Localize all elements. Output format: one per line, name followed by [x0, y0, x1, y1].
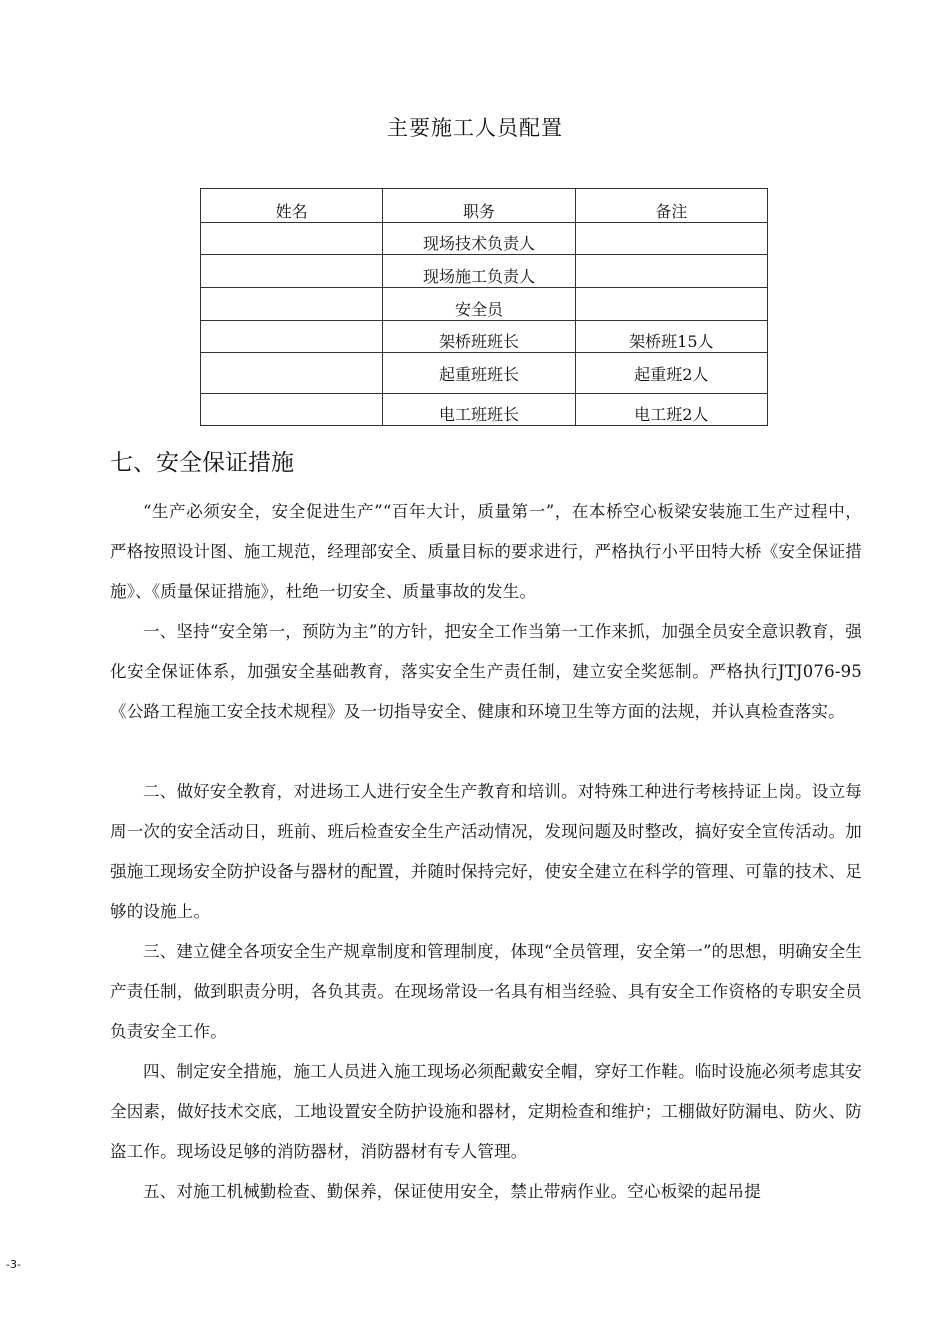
cell-name	[201, 394, 383, 426]
cell-role: 现场技术负责人	[383, 223, 575, 255]
table-header-row	[201, 189, 768, 223]
cell-note	[575, 288, 767, 321]
paragraph-3: 三、建立健全各项安全生产规章制度和管理制度，体现“全员管理，安全第一”的思想，明确安全生产责任制，做到职责分明，各负其责。在现场常设一名具有相当经验、具有安全工作资格的专职安全员负责安全工作。	[110, 942, 862, 1041]
paragraph-4: 四、制定安全措施，施工人员进入施工现场必须配戴安全帽，穿好工作鞋。临时设施必须考虑其安全因素，做好技术交底，工地设置安全防护设施和器材，定期检查和维护；工棚做好防漏电、防火、防盗工作。现场设足够的消防器材，消防器材有专人管理。	[110, 1062, 862, 1161]
table-row	[201, 223, 768, 255]
cell-role: 架桥班班长	[383, 321, 575, 353]
table-row	[201, 353, 768, 394]
staff-table	[200, 188, 768, 426]
table-title: 主要施工人员配置	[387, 116, 563, 140]
cell-note	[575, 223, 767, 255]
cell-note: 架桥班15人	[575, 321, 767, 353]
cell-note: 起重班2人	[575, 353, 767, 394]
page-number: -3-	[6, 1258, 21, 1271]
cell-name	[201, 353, 383, 394]
paragraph-intro: “生产必须安全，安全促进生产”“百年大计，质量第一”，在本桥空心板梁安装施工生产过程中，严格按照设计图、施工规范，经理部安全、质量目标的要求进行，严格执行小平田特大桥《安全保证措施》、《质量保证措施》，杜绝一切安全、质量事故的发生。	[110, 502, 862, 601]
cell-note	[575, 255, 767, 288]
cell-name	[201, 255, 383, 288]
table-row	[201, 394, 768, 426]
cell-name	[201, 321, 383, 353]
section-heading: 七、安全保证措施	[110, 450, 294, 476]
cell-name	[201, 223, 383, 255]
table-row	[201, 321, 768, 353]
cell-role: 电工班班长	[383, 394, 575, 426]
cell-role: 安全员	[383, 288, 575, 321]
header-name: 姓名	[201, 189, 383, 223]
header-role: 职务	[383, 189, 575, 223]
cell-role: 起重班班长	[383, 353, 575, 394]
paragraph-5: 五、对施工机械勤检查、勤保养，保证使用安全，禁止带病作业。空心板梁的起吊提	[143, 1182, 761, 1201]
paragraph-2: 二、做好安全教育，对进场工人进行安全生产教育和培训。对特殊工种进行考核持证上岗。设立每周一次的安全活动日，班前、班后检查安全生产活动情况，发现问题及时整改，搞好安全宣传活动。加强施工现场安全防护设备与器材的配置，并随时保持完好，使安全建立在科学的管理、可靠的技术、足够的设施上。	[110, 782, 862, 921]
table-row	[201, 288, 768, 321]
cell-name	[201, 288, 383, 321]
header-note: 备注	[575, 189, 767, 223]
paragraph-1: 一、坚持“安全第一，预防为主”的方针，把安全工作当第一工作来抓，加强全员安全意识教育，强化安全保证体系，加强安全基础教育，落实安全生产责任制，建立安全奖惩制。严格执行JTJ076-95《公路工程施工安全技术规程》及一切指导安全、健康和环境卫生等方面的法规，并认真检查落实。	[110, 622, 862, 721]
cell-role: 现场施工负责人	[383, 255, 575, 288]
cell-note: 电工班2人	[575, 394, 767, 426]
table-row	[201, 255, 768, 288]
